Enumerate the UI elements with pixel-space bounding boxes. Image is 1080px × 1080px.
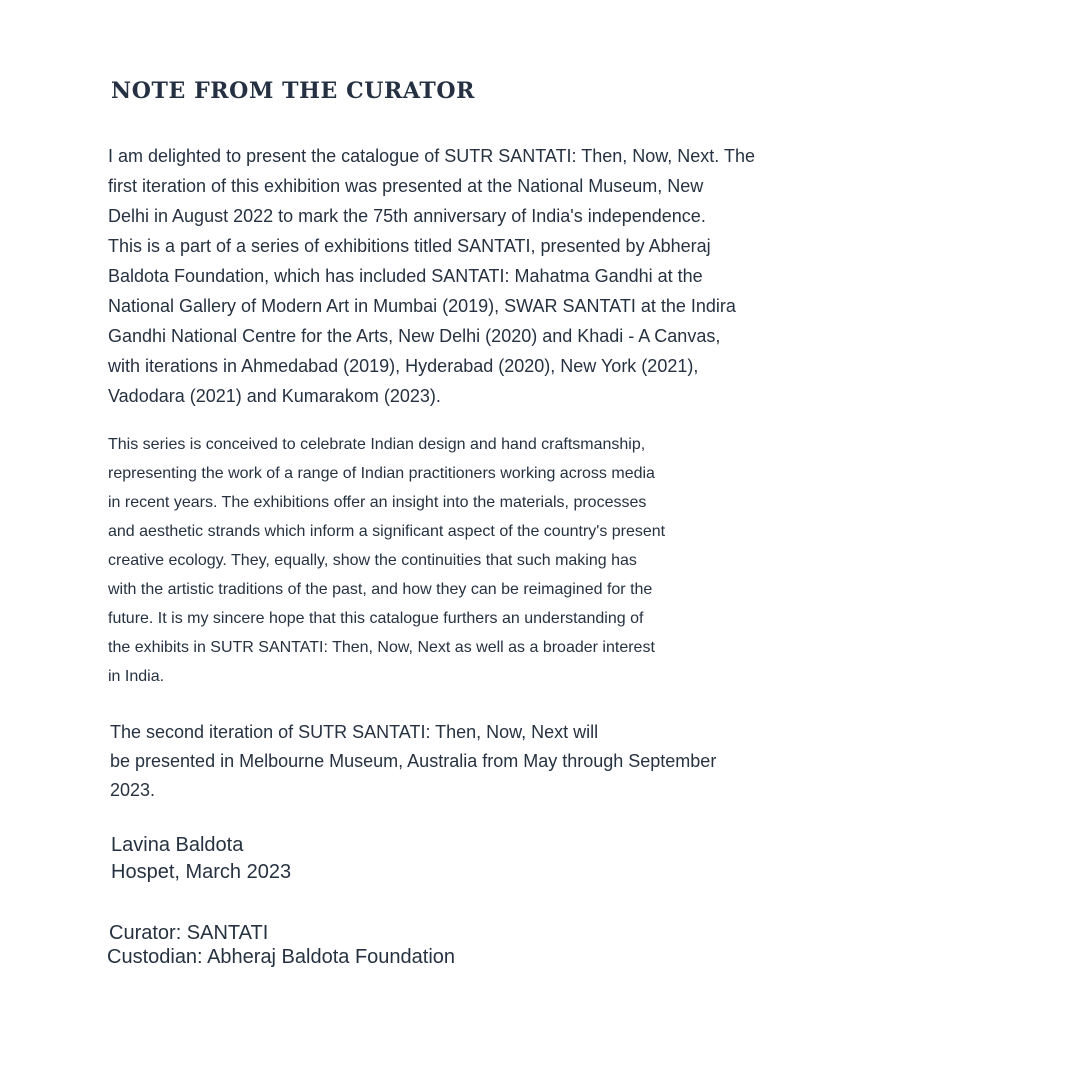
text-line: in recent years. The exhibitions offer an insight into the materials, processes — [108, 494, 647, 511]
signature-place-date: Hospet, March 2023 — [111, 861, 292, 883]
intro-paragraph — [108, 141, 755, 411]
text-line: with iterations in Ahmedabad (2019), Hyderabad (2020), New York (2021), — [108, 356, 699, 376]
text-line: the exhibits in SUTR SANTATI: Then, Now, Next as well as a broader interest — [108, 639, 655, 656]
credits-block — [109, 921, 455, 969]
text-line: Delhi in August 2022 to mark the 75th anniversary of India's independence. — [108, 206, 706, 226]
text-line: National Gallery of Modern Art in Mumbai (2019), SWAR SANTATI at the Indira — [108, 296, 736, 316]
series-paragraph — [108, 430, 665, 691]
page-title: NOTE FROM THE CURATOR — [111, 78, 475, 104]
text-line: This is a part of a series of exhibitions titled SANTATI, presented by Abheraj — [108, 236, 711, 256]
text-line: creative ecology. They, equally, show the continuities that such making has — [108, 552, 637, 569]
text-line: future. It is my sincere hope that this catalogue furthers an understanding of — [108, 610, 644, 627]
text-line: Baldota Foundation, which has included SANTATI: Mahatma Gandhi at the — [108, 266, 703, 286]
text-line: be presented in Melbourne Museum, Australia from May through September — [110, 751, 717, 771]
signature-block — [111, 832, 291, 886]
text-line: I am delighted to present the catalogue of SUTR SANTATI: Then, Now, Next. The — [108, 146, 755, 166]
text-line: This series is conceived to celebrate Indian design and hand craftsmanship, — [108, 436, 646, 453]
text-line: in India. — [108, 668, 165, 685]
text-line: representing the work of a range of Indian practitioners working across media — [108, 465, 655, 482]
signatory-name: Lavina Baldota — [111, 834, 244, 856]
text-line: with the artistic traditions of the past, and how they can be reimagined for the — [108, 581, 653, 598]
text-line: first iteration of this exhibition was presented at the National Museum, New — [108, 176, 704, 196]
text-line: 2023. — [110, 780, 156, 800]
text-line: The second iteration of SUTR SANTATI: Then, Now, Next will — [110, 722, 599, 742]
custodian-credit: Custodian: Abheraj Baldota Foundation — [107, 946, 456, 968]
curator-credit: Curator: SANTATI — [109, 922, 269, 944]
text-line: Vadodara (2021) and Kumarakom (2023). — [108, 386, 441, 406]
text-line: and aesthetic strands which inform a significant aspect of the country's present — [108, 523, 666, 540]
text-line: Gandhi National Centre for the Arts, New Delhi (2020) and Khadi - A Canvas, — [108, 326, 721, 346]
second-iteration-paragraph — [110, 718, 716, 805]
